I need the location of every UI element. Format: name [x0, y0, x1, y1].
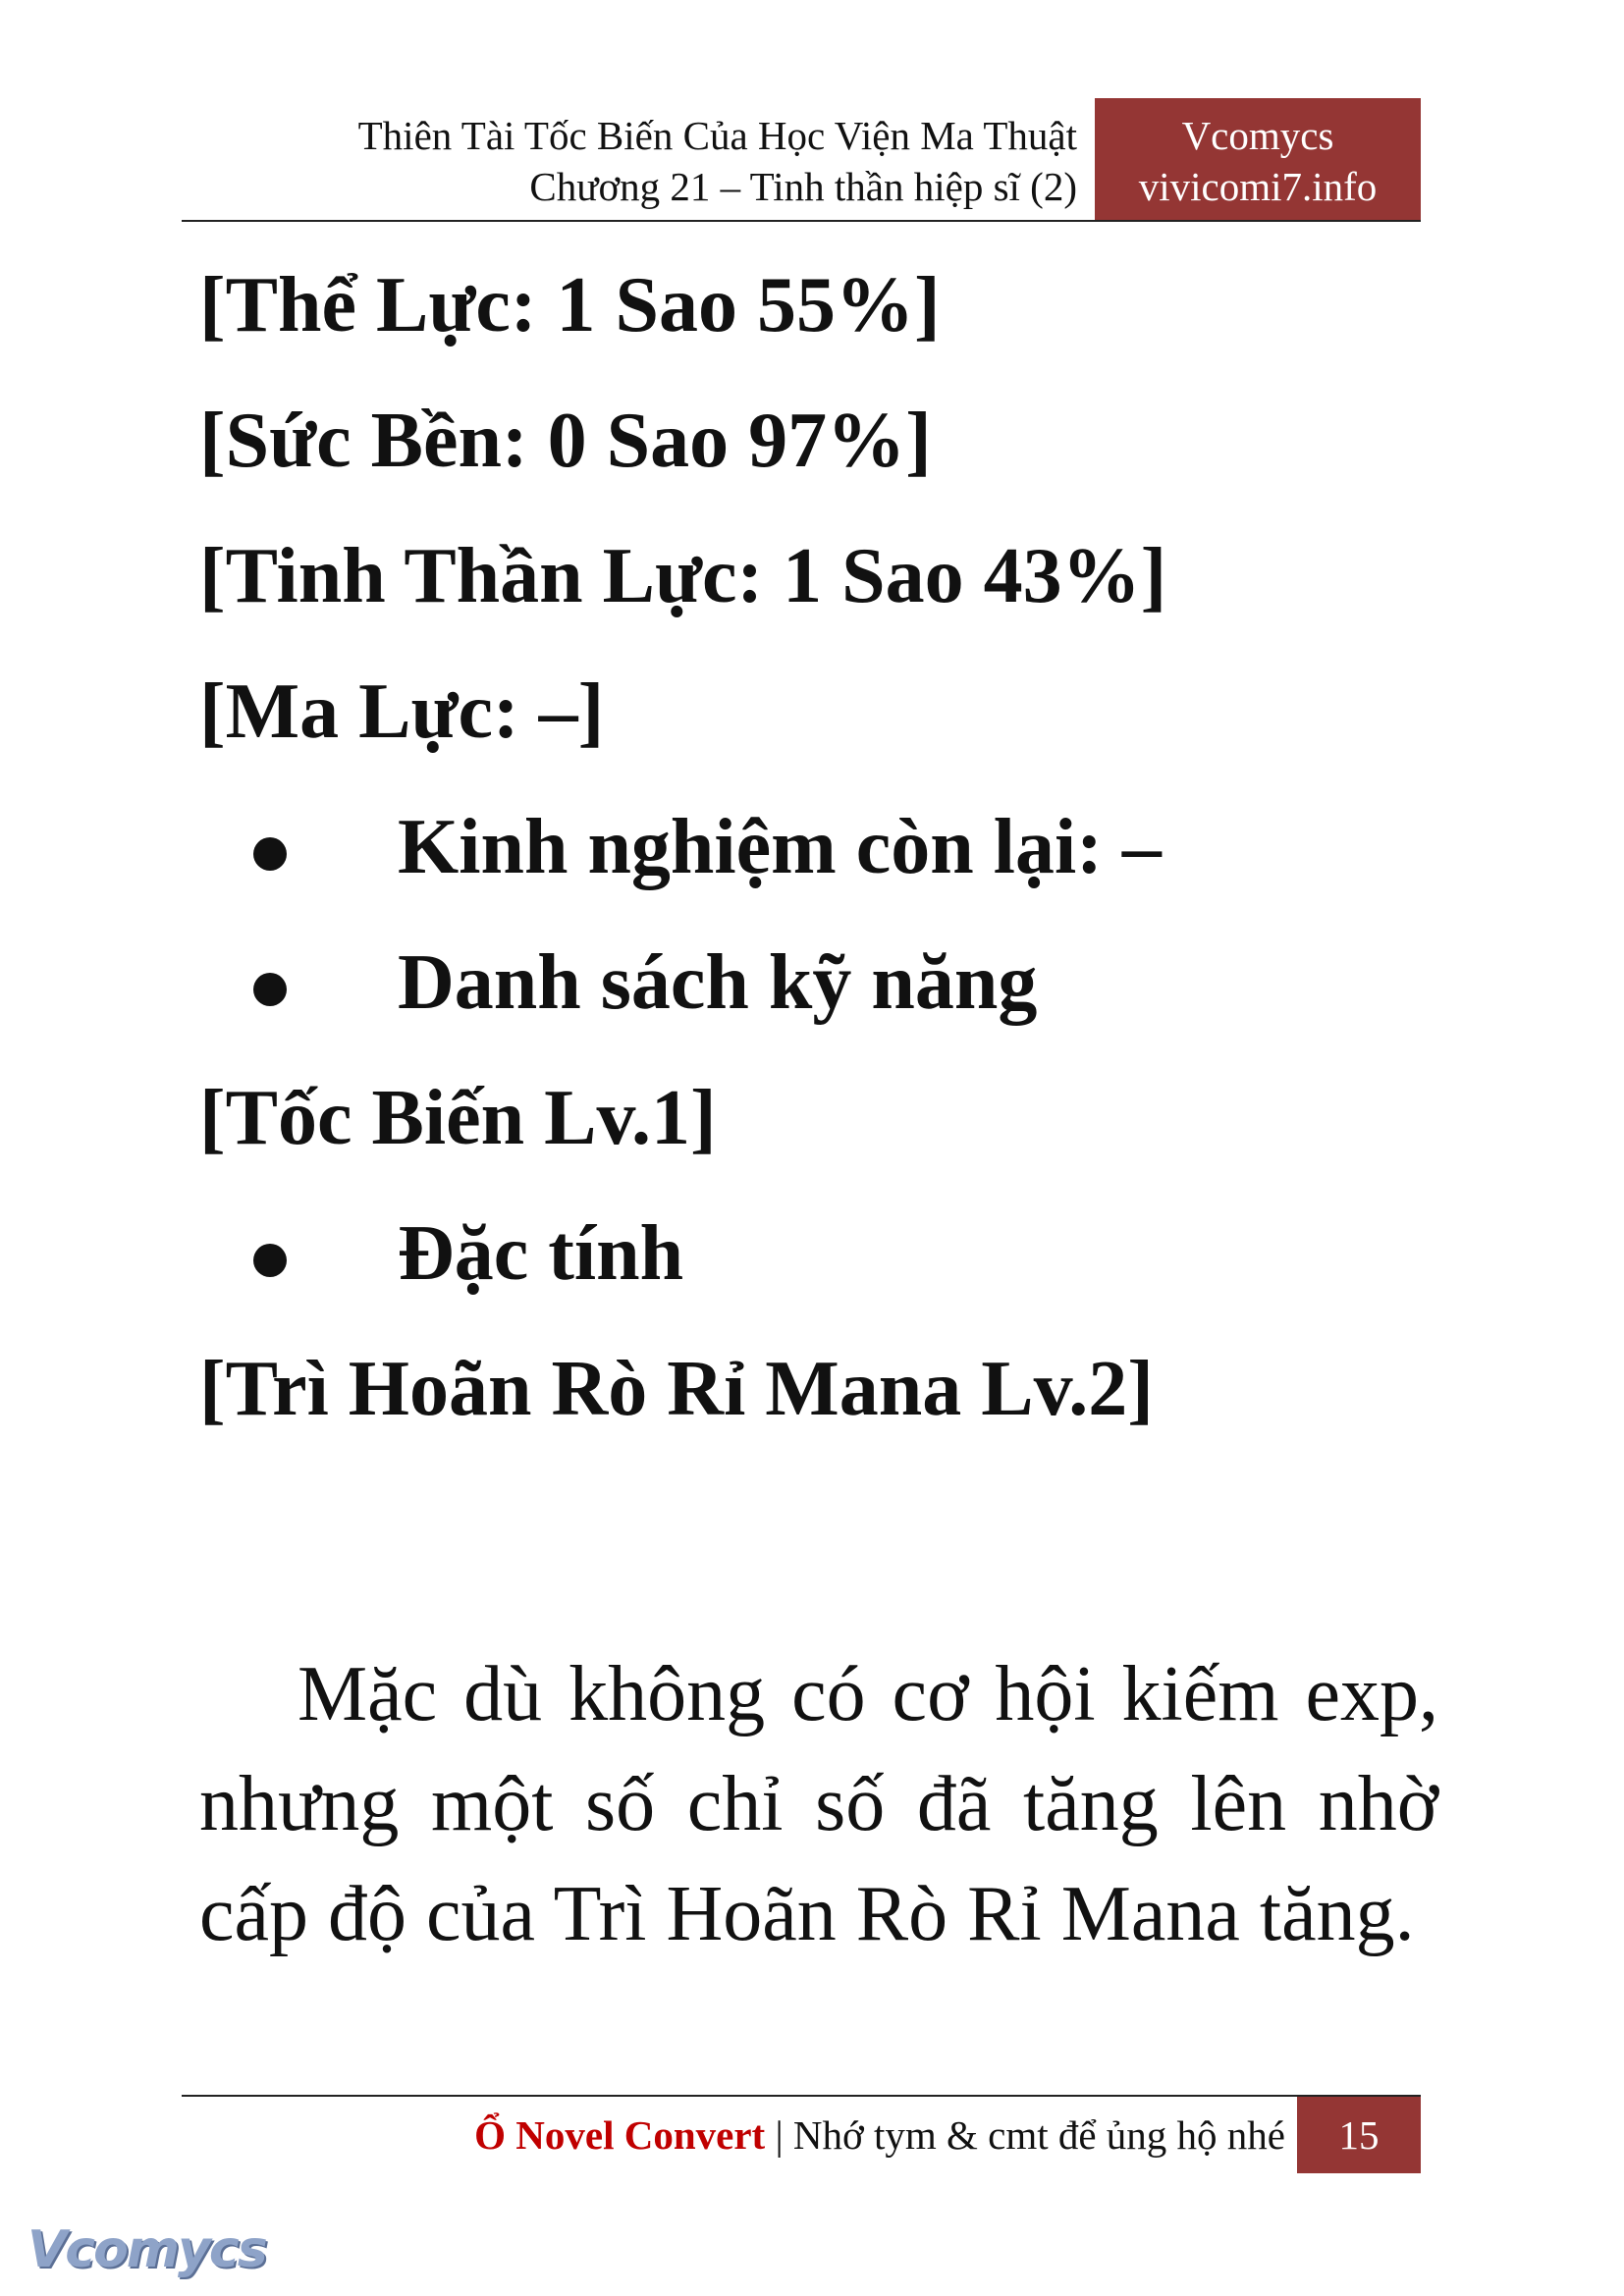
- header-titles: [358, 110, 1077, 212]
- book-title: Thiên Tài Tốc Biến Của Học Viện Ma Thuật: [357, 113, 1077, 158]
- site-badge: [1095, 98, 1421, 220]
- page-header: [182, 98, 1421, 222]
- bullet-icon: [253, 1244, 287, 1277]
- page-content: [199, 260, 1436, 1479]
- site-name: Vcomycs: [1181, 113, 1334, 158]
- bullet-experience-text: Kinh nghiệm còn lại: –: [398, 804, 1162, 890]
- skill-blink: [Tốc Biến Lv.1]: [199, 1075, 717, 1161]
- footer-brand: Ổ Novel Convert: [474, 2112, 766, 2158]
- footer-text: [474, 2105, 1285, 2165]
- site-url: vivicomi7.info: [1138, 164, 1378, 209]
- bullet-traits-text: Đặc tính: [398, 1210, 684, 1297]
- footer-message: Nhớ tym & cmt để ủng hộ nhé: [792, 2112, 1285, 2158]
- stat-strength: [Thể Lực: 1 Sao 55%]: [199, 262, 941, 348]
- stat-mana: [Ma Lực: –]: [199, 668, 605, 755]
- bullet-icon: [253, 837, 287, 871]
- bullet-skill-list: [199, 937, 1436, 1073]
- footer-separator: |: [765, 2112, 793, 2158]
- bullet-experience: [199, 802, 1436, 937]
- page-number: 15: [1297, 2097, 1421, 2173]
- bullet-skill-list-text: Danh sách kỹ năng: [398, 939, 1038, 1026]
- page-footer: [182, 2095, 1421, 2173]
- bullet-traits: [199, 1208, 1436, 1344]
- watermark-logo: Vcomycs: [27, 2220, 266, 2279]
- bullet-icon: [253, 973, 287, 1006]
- stat-spirit: [Tinh Thần Lực: 1 Sao 43%]: [199, 533, 1167, 619]
- chapter-title: Chương 21 – Tinh thần hiệp sĩ (2): [529, 164, 1077, 209]
- stat-endurance: [Sức Bền: 0 Sao 97%]: [199, 398, 932, 484]
- trait-mana-leak-delay: [Trì Hoãn Rò Rỉ Mana Lv.2]: [199, 1346, 1154, 1432]
- body-paragraph: Mặc dù không có cơ hội kiếm exp, nhưng một số chỉ số đã tăng lên nhờ cấp độ của Trì Hoãn Rò Rỉ Mana tăng.: [199, 1651, 1438, 1957]
